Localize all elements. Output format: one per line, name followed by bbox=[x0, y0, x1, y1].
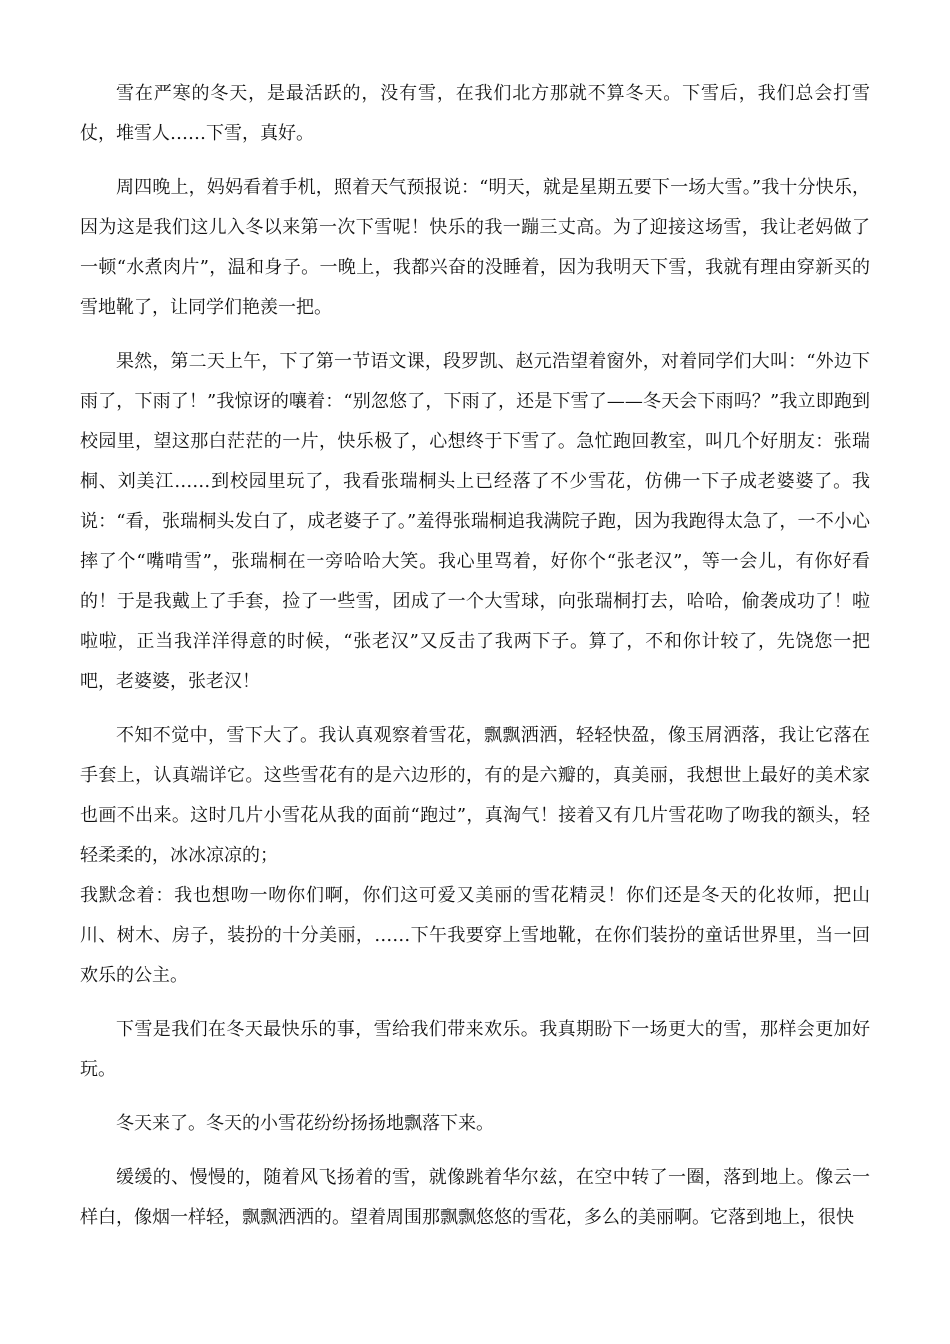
paragraph-8: 缓缓的、慢慢的，随着风飞扬着的雪，就像跳着华尔兹，在空中转了一圈，落到地上。像云一样白，像烟一样轻，飘飘洒洒的。望着周围那飘飘悠悠的雪花，多么的美丽啊。它落到地上，很快 bbox=[80, 1167, 870, 1228]
paragraph-5: 我默念着：我也想吻一吻你们啊，你们这可爱又美丽的雪花精灵！你们还是冬天的化妆师，把山川、树木、房子，装扮的十分美丽，……下午我要穿上雪地靴，在你们装扮的童话世界里，当一回欢乐的公主。 bbox=[80, 885, 870, 986]
paragraph-4: 不知不觉中，雪下大了。我认真观察着雪花，飘飘洒洒，轻轻快盈，像玉屑洒落，我让它落在手套上，认真端详它。这些雪花有的是六边形的，有的是六瓣的，真美丽，我想世上最好的美术家也画不出来。这时几片小雪花从我的面前“跑过”，真淘气！接着又有几片雪花吻了吻我的额头，轻轻柔柔的，冰冰凉凉的； bbox=[80, 725, 870, 866]
paragraph-7: 冬天来了。冬天的小雪花纷纷扬扬地飘落下来。 bbox=[116, 1113, 494, 1134]
paragraph-6: 下雪是我们在冬天最快乐的事，雪给我们带来欢乐。我真期盼下一场更大的雪，那样会更加好玩。 bbox=[80, 1019, 870, 1080]
paragraph-3: 果然，第二天上午，下了第一节语文课，段罗凯、赵元浩望着窗外，对着同学们大叫：“外边下雨了，下雨了！”我惊讶的嚷着：“别忽悠了，下雨了，还是下雪了——冬天会下雨吗？”我立即跑到校园里，望这那白茫茫的一片，快乐极了，心想终于下雪了。急忙跑回教室，叫几个好朋友：张瑞桐、刘美江……到校园里玩了，我看张瑞桐头上已经落了不少雪花，仿佛一下子成老婆婆了。我说：“看，张瑞桐头发白了，成老婆子了。”羞得张瑞桐追我满院子跑，因为我跑得太急了，一不小心摔了个“嘴啃雪”，张瑞桐在一旁哈哈大笑。我心里骂着，好你个“张老汉”，等一会儿，有你好看的！于是我戴上了手套，捡了一些雪，团成了一个大雪球，向张瑞桐打去，哈哈，偷袭成功了！啦啦啦，正当我洋洋得意的时候，“张老汉”又反击了我两下子。算了，不和你计较了，先饶您一把吧，老婆婆，张老汉！ bbox=[80, 351, 870, 692]
paragraph-1: 雪在严寒的冬天，是最活跃的，没有雪，在我们北方那就不算冬天。下雪后，我们总会打雪仗，堆雪人……下雪，真好。 bbox=[80, 83, 870, 144]
document-page bbox=[80, 74, 870, 1252]
paragraph-2: 周四晚上，妈妈看着手机，照着天气预报说：“明天，就是星期五要下一场大雪。”我十分快乐，因为这是我们这儿入冬以来第一次下雪呢！快乐的我一蹦三丈高。为了迎接这场雪，我让老妈做了一顿“水煮肉片”，温和身子。一晚上，我都兴奋的没睡着，因为我明天下雪，我就有理由穿新买的雪地靴了，让同学们艳羡一把。 bbox=[80, 177, 870, 318]
